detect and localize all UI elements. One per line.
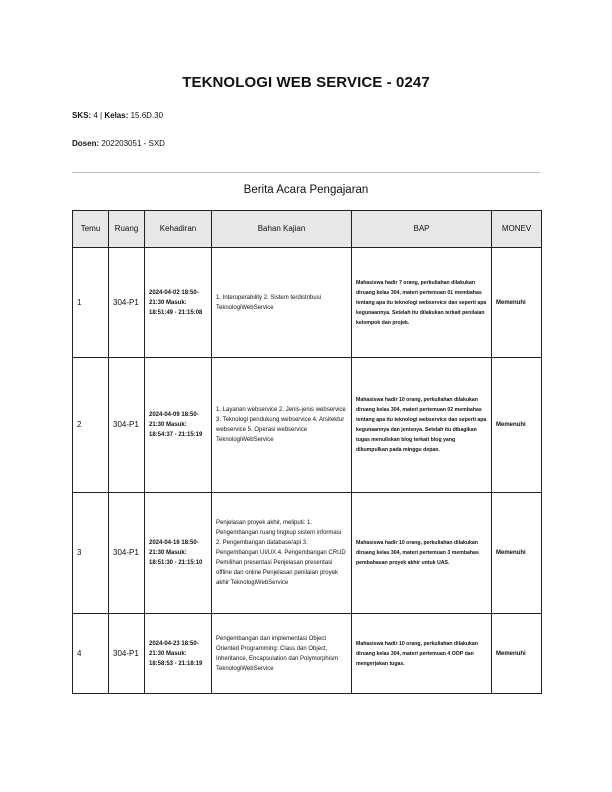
cell-temu: 3: [73, 493, 109, 614]
cell-bahan-kajian: 1. Layanan webservice 2. Jenis-jenis webservice 3. Teknologi pendukung webservice 4. Arsitektur webservice 5. Operasi webservice TeknologiWebService: [212, 358, 352, 493]
cell-ruang: 304-P1: [109, 358, 145, 493]
table-row: [73, 358, 542, 493]
dosen-label: Dosen:: [72, 139, 100, 148]
table-row: [73, 614, 542, 694]
lecturer-info: [72, 139, 165, 148]
header-monev: MONEV: [492, 211, 542, 248]
section-title: Berita Acara Pengajaran: [243, 184, 369, 196]
header-ruang: Ruang: [109, 211, 145, 248]
header-bap: BAP: [352, 211, 492, 248]
cell-monev: Memenuhi: [492, 248, 542, 358]
dosen-value: 202203051 - SXD: [101, 139, 165, 148]
cell-bap: Mahasiswa hadir 7 orang, perkuliahan dilakukan diruang kelas 304, materi pertemuan 01 membahas tentang apa itu teknologi webservice dan seperti apa kegunaannya. Setelah itu dilakukan terkait penilaian kelompok dan projek.: [352, 248, 492, 358]
header-kehadiran: Kehadiran: [145, 211, 212, 248]
cell-temu: 1: [73, 248, 109, 358]
teaching-report-table: [72, 210, 542, 694]
cell-ruang: 304-P1: [109, 248, 145, 358]
cell-kehadiran: 2024-04-02 18:50-21:30 Masuk: 18:51:49 - 21:15:08: [145, 248, 212, 358]
cell-bahan-kajian: Pengembangan dan implementasi Object Oriented Programming: Class dan Object, Inheritance, Encapsulation dan Polymorphism TeknologiWebService: [212, 614, 352, 694]
cell-monev: Memenuhi: [492, 614, 542, 694]
cell-bap: Mahasiswa hadir 10 orang, perkuliahan dilakukan diruang kelas 304, materi pertemuan 3 membahas pembahasan proyek akhir untuk UAS.: [352, 493, 492, 614]
cell-temu: 2: [73, 358, 109, 493]
table-row: [73, 248, 542, 358]
table-row: [73, 493, 542, 614]
cell-kehadiran: 2024-04-09 18:50-21:30 Masuk: 18:54:37 - 21:15:19: [145, 358, 212, 493]
cell-monev: Memenuhi: [492, 493, 542, 614]
cell-temu: 4: [73, 614, 109, 694]
cell-monev: Memenuhi: [492, 358, 542, 493]
cell-ruang: 304-P1: [109, 614, 145, 694]
cell-ruang: 304-P1: [109, 493, 145, 614]
course-info: [72, 111, 163, 120]
cell-kehadiran: 2024-04-23 18:50-21:30 Masuk: 18:58:53 - 21:18:19: [145, 614, 212, 694]
page-title: TEKNOLOGI WEB SERVICE - 0247: [182, 74, 430, 91]
meta-separator: |: [100, 111, 103, 120]
cell-bap: Mahasiswa hadir 10 orang, perkuliahan dilakukan diruang kelas 304, materi pertemuan 02 membahas tentang apa itu teknologi webservice dan seperti apa kegunaannya dan jenisnya. Setelah itu dibagikan tugas menuliskan blog terkait blog yang dikumpulkan pada minggu depan.: [352, 358, 492, 493]
divider: [72, 172, 540, 173]
table-header-row: [73, 211, 542, 248]
cell-bahan-kajian: 1. Interoperability 2. Sistem terdistribusi TeknologiWebService: [212, 248, 352, 358]
cell-bahan-kajian: Penjelasan proyek akhir, meliputi: 1. Pengembangan ruang lingkup sistem informasi 2. Pengembangan database/api 3. Pengembangan UI/UX 4. Pengembangan CRUD Pemilihan presentasi Penjelasan presentasi offline dan online Penjelasan penilaian proyek akhir TeknologiWebService: [212, 493, 352, 614]
header-bahan-kajian: Bahan Kajian: [212, 211, 352, 248]
kelas-value: 15.6D.30: [130, 111, 164, 120]
sks-value: 4: [93, 111, 98, 120]
cell-kehadiran: 2024-04-16 18:50-21:30 Masuk: 18:51:30 - 21:15:10: [145, 493, 212, 614]
header-temu: Temu: [73, 211, 109, 248]
cell-bap: Mahasiswa hadir 10 orang, perkuliahan dilakukan diruang kelas 304, materi pertemuan 4 OOP dan mengerjakan tugas.: [352, 614, 492, 694]
sks-label: SKS:: [72, 111, 92, 120]
kelas-label: Kelas:: [104, 111, 129, 120]
